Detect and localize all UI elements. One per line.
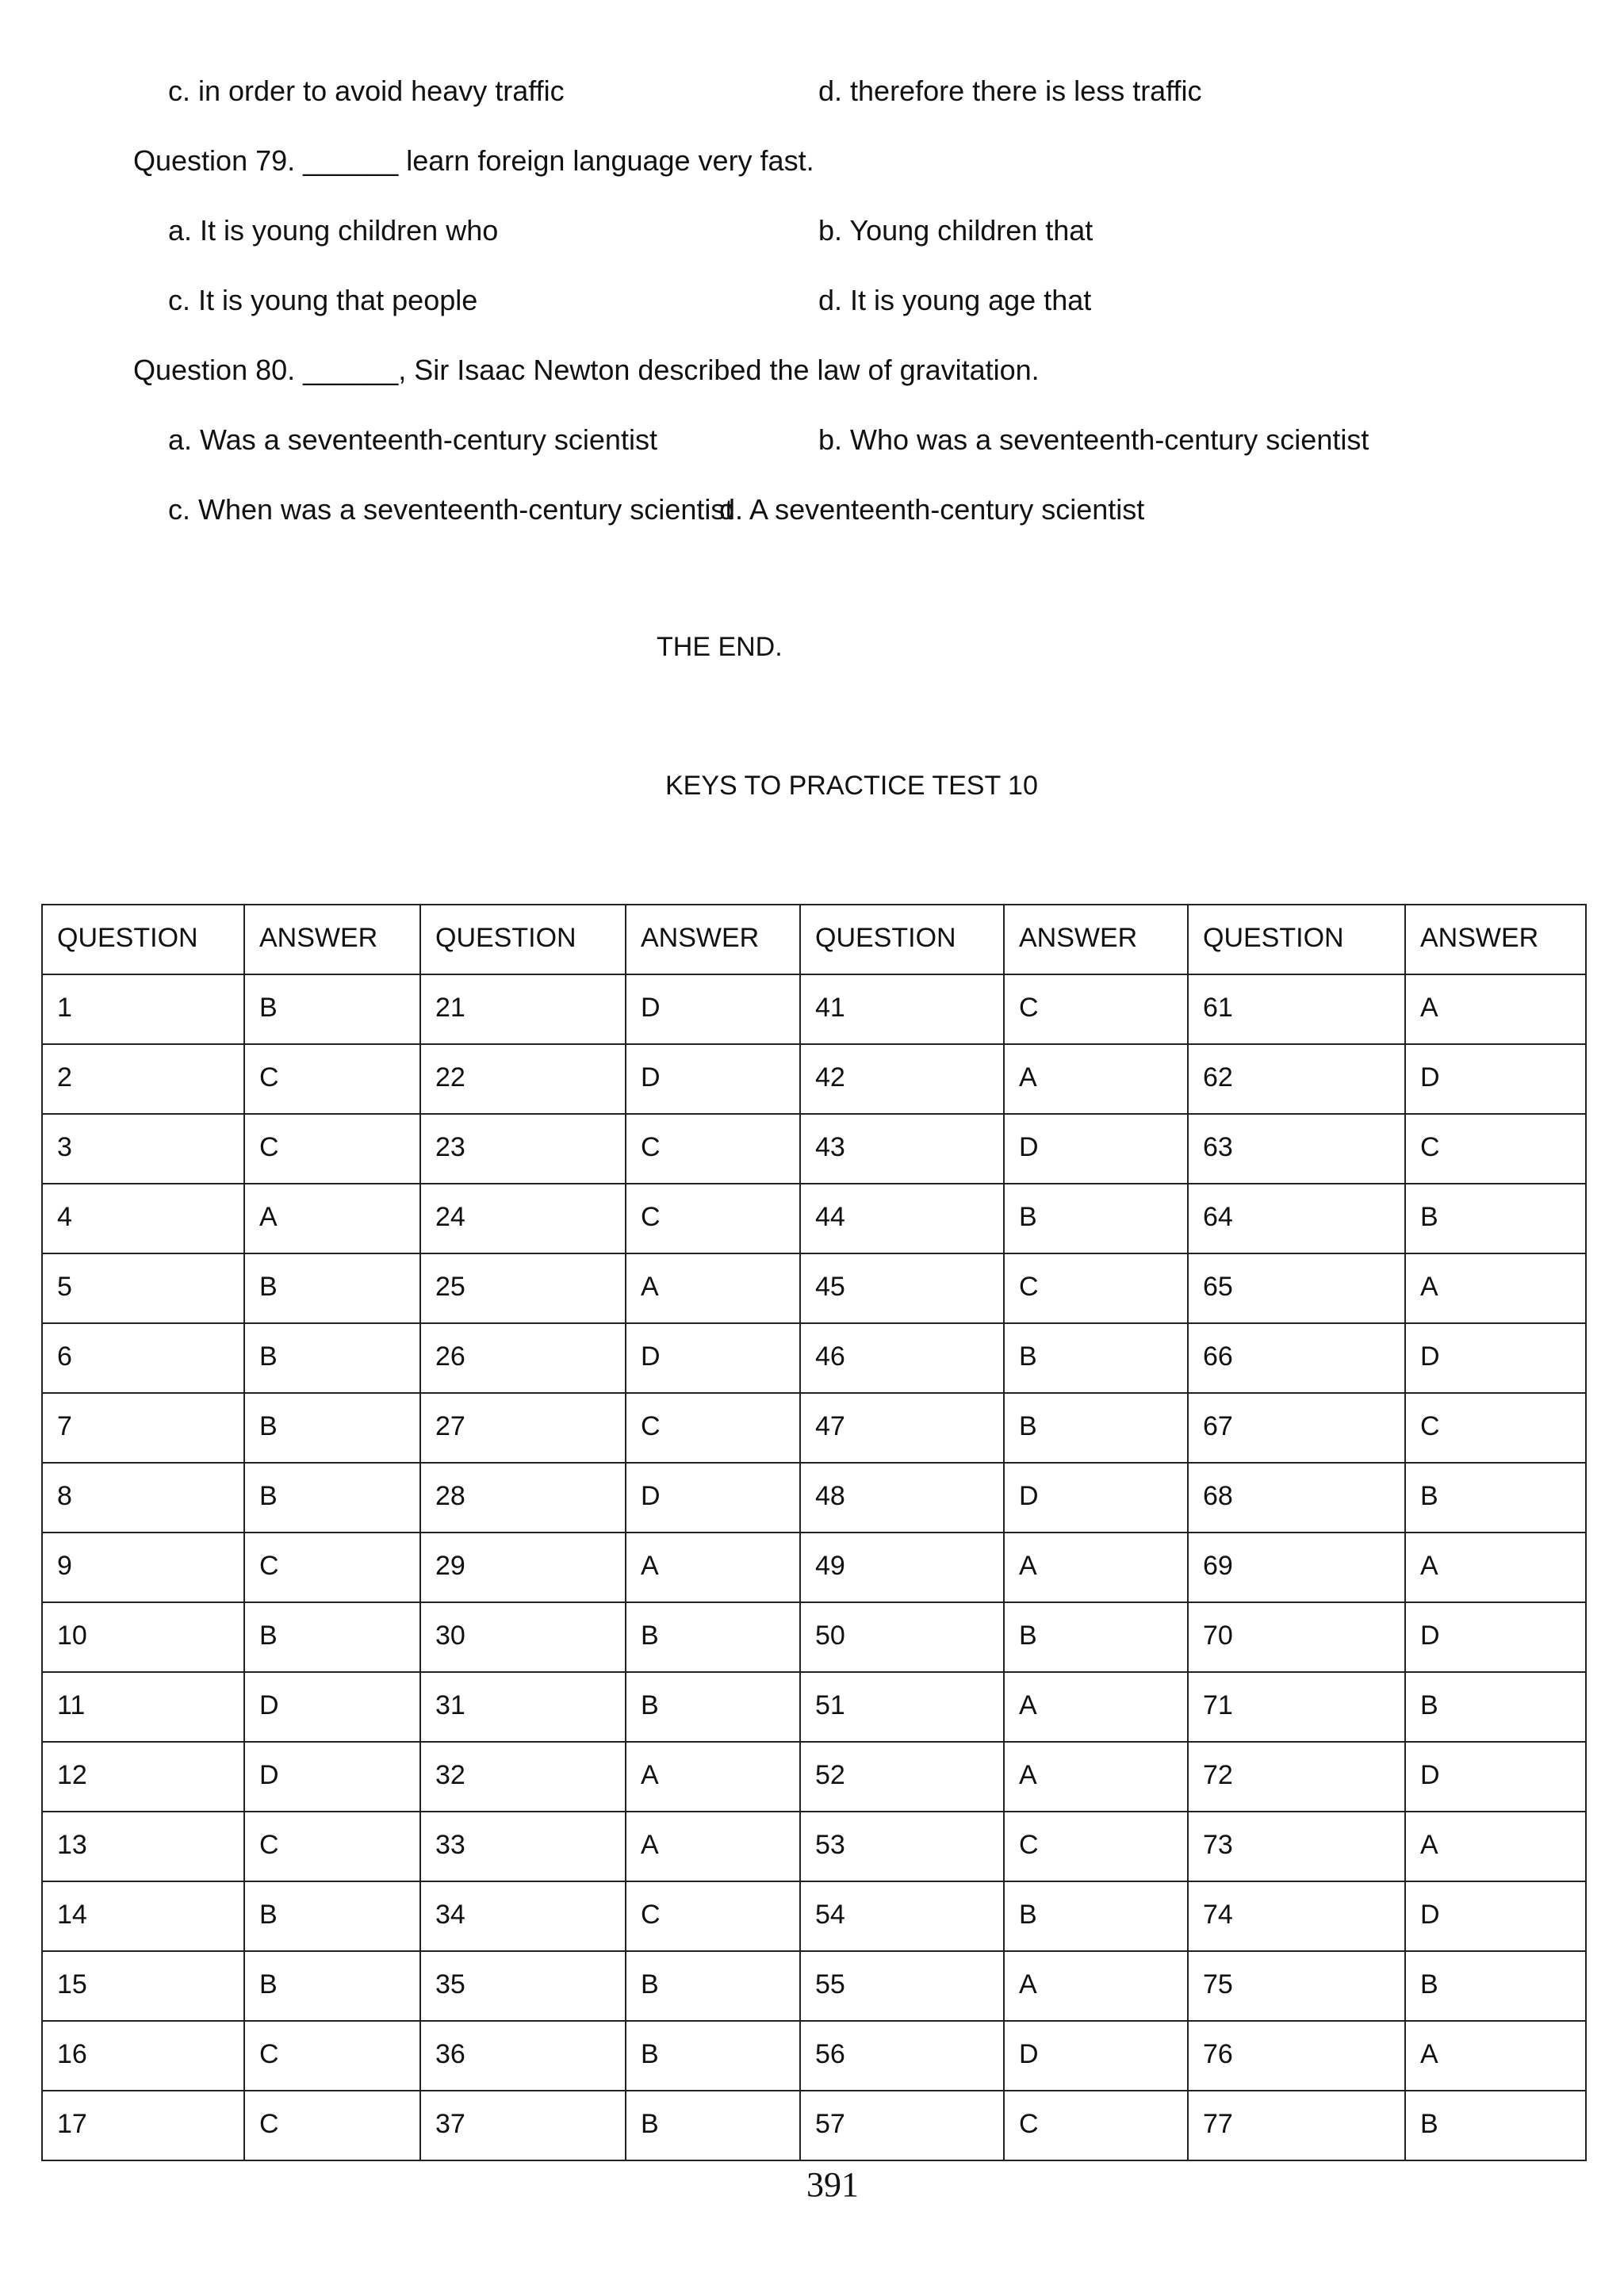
- answer-cell: B: [1004, 1881, 1188, 1951]
- question-number-cell: 6: [42, 1323, 244, 1393]
- question-number-cell: 26: [420, 1323, 626, 1393]
- answer-cell: D: [1405, 1881, 1586, 1951]
- question-80: Question 80. ______, Sir Isaac Newton described the law of gravitation.: [133, 354, 1040, 386]
- table-row: [42, 1393, 1586, 1463]
- answer-cell: B: [1004, 1184, 1188, 1253]
- answer-cell: C: [626, 1114, 800, 1184]
- table-row: [42, 974, 1586, 1044]
- question-number-cell: 27: [420, 1393, 626, 1463]
- table-header-row: [42, 905, 1586, 974]
- question-number-cell: 36: [420, 2021, 626, 2091]
- answer-cell: D: [1405, 1742, 1586, 1812]
- table-row: [42, 1602, 1586, 1672]
- question-number-cell: 64: [1188, 1184, 1405, 1253]
- question-number-cell: 15: [42, 1951, 244, 2021]
- question-number-cell: 10: [42, 1602, 244, 1672]
- answer-cell: A: [1405, 1533, 1586, 1602]
- answer-key-table: [41, 904, 1587, 2161]
- answer-cell: B: [244, 1951, 420, 2021]
- question-number-cell: 23: [420, 1114, 626, 1184]
- table-row: [42, 1114, 1586, 1184]
- question-number-cell: 24: [420, 1184, 626, 1253]
- table-row: [42, 1463, 1586, 1533]
- question-number-cell: 4: [42, 1184, 244, 1253]
- the-end-label: THE END.: [657, 632, 783, 662]
- answer-cell: D: [1004, 1114, 1188, 1184]
- answer-cell: B: [244, 974, 420, 1044]
- table-row: [42, 1533, 1586, 1602]
- answer-cell: C: [1405, 1114, 1586, 1184]
- q79-option-c: c. It is young that people: [168, 284, 478, 316]
- answer-cell: A: [1004, 1742, 1188, 1812]
- answer-cell: D: [1405, 1044, 1586, 1114]
- page-number: 391: [806, 2165, 859, 2204]
- answer-cell: C: [626, 1881, 800, 1951]
- question-number-cell: 68: [1188, 1463, 1405, 1533]
- question-number-cell: 32: [420, 1742, 626, 1812]
- answer-cell: A: [1004, 1044, 1188, 1114]
- question-number-cell: 42: [800, 1044, 1004, 1114]
- table-row: [42, 2091, 1586, 2160]
- question-number-cell: 54: [800, 1881, 1004, 1951]
- question-number-cell: 16: [42, 2021, 244, 2091]
- q78-option-c: c. in order to avoid heavy traffic: [168, 75, 565, 107]
- q80-option-a: a. Was a seventeenth-century scientist: [168, 423, 657, 456]
- question-number-cell: 48: [800, 1463, 1004, 1533]
- column-header: QUESTION: [420, 905, 626, 974]
- answer-cell: C: [244, 2021, 420, 2091]
- answer-cell: C: [1004, 2091, 1188, 2160]
- answer-cell: B: [626, 2021, 800, 2091]
- question-number-cell: 35: [420, 1951, 626, 2021]
- question-number-cell: 13: [42, 1812, 244, 1881]
- question-number-cell: 33: [420, 1812, 626, 1881]
- answer-cell: D: [244, 1742, 420, 1812]
- answer-cell: B: [244, 1323, 420, 1393]
- answer-cell: B: [244, 1253, 420, 1323]
- column-header: QUESTION: [1188, 905, 1405, 974]
- answer-cell: B: [1405, 2091, 1586, 2160]
- answer-cell: C: [244, 2091, 420, 2160]
- answer-cell: B: [626, 1672, 800, 1742]
- table-row: [42, 1951, 1586, 2021]
- table-row: [42, 1812, 1586, 1881]
- question-number-cell: 43: [800, 1114, 1004, 1184]
- question-number-cell: 65: [1188, 1253, 1405, 1323]
- answer-cell: B: [244, 1602, 420, 1672]
- column-header: QUESTION: [800, 905, 1004, 974]
- answer-cell: A: [1405, 974, 1586, 1044]
- question-number-cell: 51: [800, 1672, 1004, 1742]
- question-number-cell: 63: [1188, 1114, 1405, 1184]
- question-number-cell: 9: [42, 1533, 244, 1602]
- answer-cell: D: [626, 1044, 800, 1114]
- answer-cell: A: [626, 1533, 800, 1602]
- answer-cell: B: [626, 1602, 800, 1672]
- question-number-cell: 45: [800, 1253, 1004, 1323]
- question-number-cell: 12: [42, 1742, 244, 1812]
- question-number-cell: 28: [420, 1463, 626, 1533]
- question-number-cell: 62: [1188, 1044, 1405, 1114]
- answer-cell: A: [244, 1184, 420, 1253]
- question-number-cell: 1: [42, 974, 244, 1044]
- answer-cell: C: [244, 1812, 420, 1881]
- column-header: ANSWER: [244, 905, 420, 974]
- answer-cell: D: [1405, 1602, 1586, 1672]
- question-number-cell: 77: [1188, 2091, 1405, 2160]
- question-number-cell: 22: [420, 1044, 626, 1114]
- table-row: [42, 1184, 1586, 1253]
- question-number-cell: 75: [1188, 1951, 1405, 2021]
- table-row: [42, 1672, 1586, 1742]
- question-number-cell: 70: [1188, 1602, 1405, 1672]
- question-number-cell: 74: [1188, 1881, 1405, 1951]
- question-number-cell: 30: [420, 1602, 626, 1672]
- answer-cell: C: [244, 1044, 420, 1114]
- q79-option-b: b. Young children that: [818, 214, 1094, 247]
- column-header: ANSWER: [1004, 905, 1188, 974]
- question-number-cell: 5: [42, 1253, 244, 1323]
- question-number-cell: 52: [800, 1742, 1004, 1812]
- answer-cell: A: [626, 1253, 800, 1323]
- answer-cell: A: [626, 1812, 800, 1881]
- answer-cell: A: [1405, 1253, 1586, 1323]
- question-number-cell: 21: [420, 974, 626, 1044]
- question-number-cell: 44: [800, 1184, 1004, 1253]
- question-number-cell: 56: [800, 2021, 1004, 2091]
- question-number-cell: 71: [1188, 1672, 1405, 1742]
- table-row: [42, 2021, 1586, 2091]
- table-row: [42, 1323, 1586, 1393]
- question-number-cell: 76: [1188, 2021, 1405, 2091]
- question-number-cell: 72: [1188, 1742, 1405, 1812]
- answer-cell: A: [1405, 2021, 1586, 2091]
- answer-cell: A: [1004, 1672, 1188, 1742]
- question-number-cell: 69: [1188, 1533, 1405, 1602]
- q80-option-c: c. When was a seventeenth-century scientist: [168, 493, 733, 526]
- answer-cell: D: [626, 1323, 800, 1393]
- answer-cell: C: [1405, 1393, 1586, 1463]
- table-row: [42, 1253, 1586, 1323]
- question-number-cell: 67: [1188, 1393, 1405, 1463]
- question-number-cell: 14: [42, 1881, 244, 1951]
- answer-cell: C: [1004, 974, 1188, 1044]
- question-79: Question 79. ______ learn foreign language very fast.: [133, 144, 814, 177]
- question-number-cell: 37: [420, 2091, 626, 2160]
- table-row: [42, 1044, 1586, 1114]
- question-number-cell: 31: [420, 1672, 626, 1742]
- answer-cell: B: [1004, 1323, 1188, 1393]
- question-number-cell: 73: [1188, 1812, 1405, 1881]
- question-number-cell: 46: [800, 1323, 1004, 1393]
- answer-cell: A: [626, 1742, 800, 1812]
- question-number-cell: 3: [42, 1114, 244, 1184]
- q78-option-d: d. therefore there is less traffic: [818, 75, 1202, 107]
- question-number-cell: 7: [42, 1393, 244, 1463]
- question-number-cell: 49: [800, 1533, 1004, 1602]
- q79-option-d: d. It is young age that: [818, 284, 1092, 316]
- answer-cell: C: [244, 1114, 420, 1184]
- answer-cell: C: [1004, 1812, 1188, 1881]
- column-header: QUESTION: [42, 905, 244, 974]
- question-number-cell: 8: [42, 1463, 244, 1533]
- column-header: ANSWER: [1405, 905, 1586, 974]
- answer-cell: C: [626, 1393, 800, 1463]
- answer-cell: D: [1004, 1463, 1188, 1533]
- answer-cell: B: [244, 1393, 420, 1463]
- answer-cell: B: [1405, 1463, 1586, 1533]
- answer-cell: B: [626, 2091, 800, 2160]
- answer-cell: C: [626, 1184, 800, 1253]
- question-number-cell: 50: [800, 1602, 1004, 1672]
- answer-cell: D: [1004, 2021, 1188, 2091]
- question-number-cell: 2: [42, 1044, 244, 1114]
- answer-cell: A: [1004, 1533, 1188, 1602]
- answer-cell: D: [626, 974, 800, 1044]
- answer-cell: B: [244, 1881, 420, 1951]
- answer-cell: B: [1405, 1951, 1586, 2021]
- q80-option-d: d. A seventeenth-century scientist: [719, 493, 1145, 526]
- answer-cell: D: [1405, 1323, 1586, 1393]
- question-number-cell: 53: [800, 1812, 1004, 1881]
- question-number-cell: 34: [420, 1881, 626, 1951]
- question-number-cell: 41: [800, 974, 1004, 1044]
- answer-cell: B: [244, 1463, 420, 1533]
- keys-title: KEYS TO PRACTICE TEST 10: [665, 771, 1038, 801]
- question-number-cell: 17: [42, 2091, 244, 2160]
- table-row: [42, 1742, 1586, 1812]
- question-number-cell: 57: [800, 2091, 1004, 2160]
- answer-cell: C: [244, 1533, 420, 1602]
- q79-option-a: a. It is young children who: [168, 214, 499, 247]
- q80-option-b: b. Who was a seventeenth-century scientist: [818, 423, 1369, 456]
- question-number-cell: 55: [800, 1951, 1004, 2021]
- answer-cell: B: [1004, 1602, 1188, 1672]
- answer-cell: D: [244, 1672, 420, 1742]
- answer-cell: D: [626, 1463, 800, 1533]
- question-number-cell: 25: [420, 1253, 626, 1323]
- question-number-cell: 29: [420, 1533, 626, 1602]
- question-number-cell: 47: [800, 1393, 1004, 1463]
- answer-cell: B: [1405, 1184, 1586, 1253]
- question-number-cell: 66: [1188, 1323, 1405, 1393]
- answer-cell: A: [1004, 1951, 1188, 2021]
- table-row: [42, 1881, 1586, 1951]
- answer-cell: C: [1004, 1253, 1188, 1323]
- question-number-cell: 11: [42, 1672, 244, 1742]
- answer-cell: B: [1405, 1672, 1586, 1742]
- question-number-cell: 61: [1188, 974, 1405, 1044]
- answer-cell: B: [626, 1951, 800, 2021]
- answer-cell: A: [1405, 1812, 1586, 1881]
- column-header: ANSWER: [626, 905, 800, 974]
- answer-cell: B: [1004, 1393, 1188, 1463]
